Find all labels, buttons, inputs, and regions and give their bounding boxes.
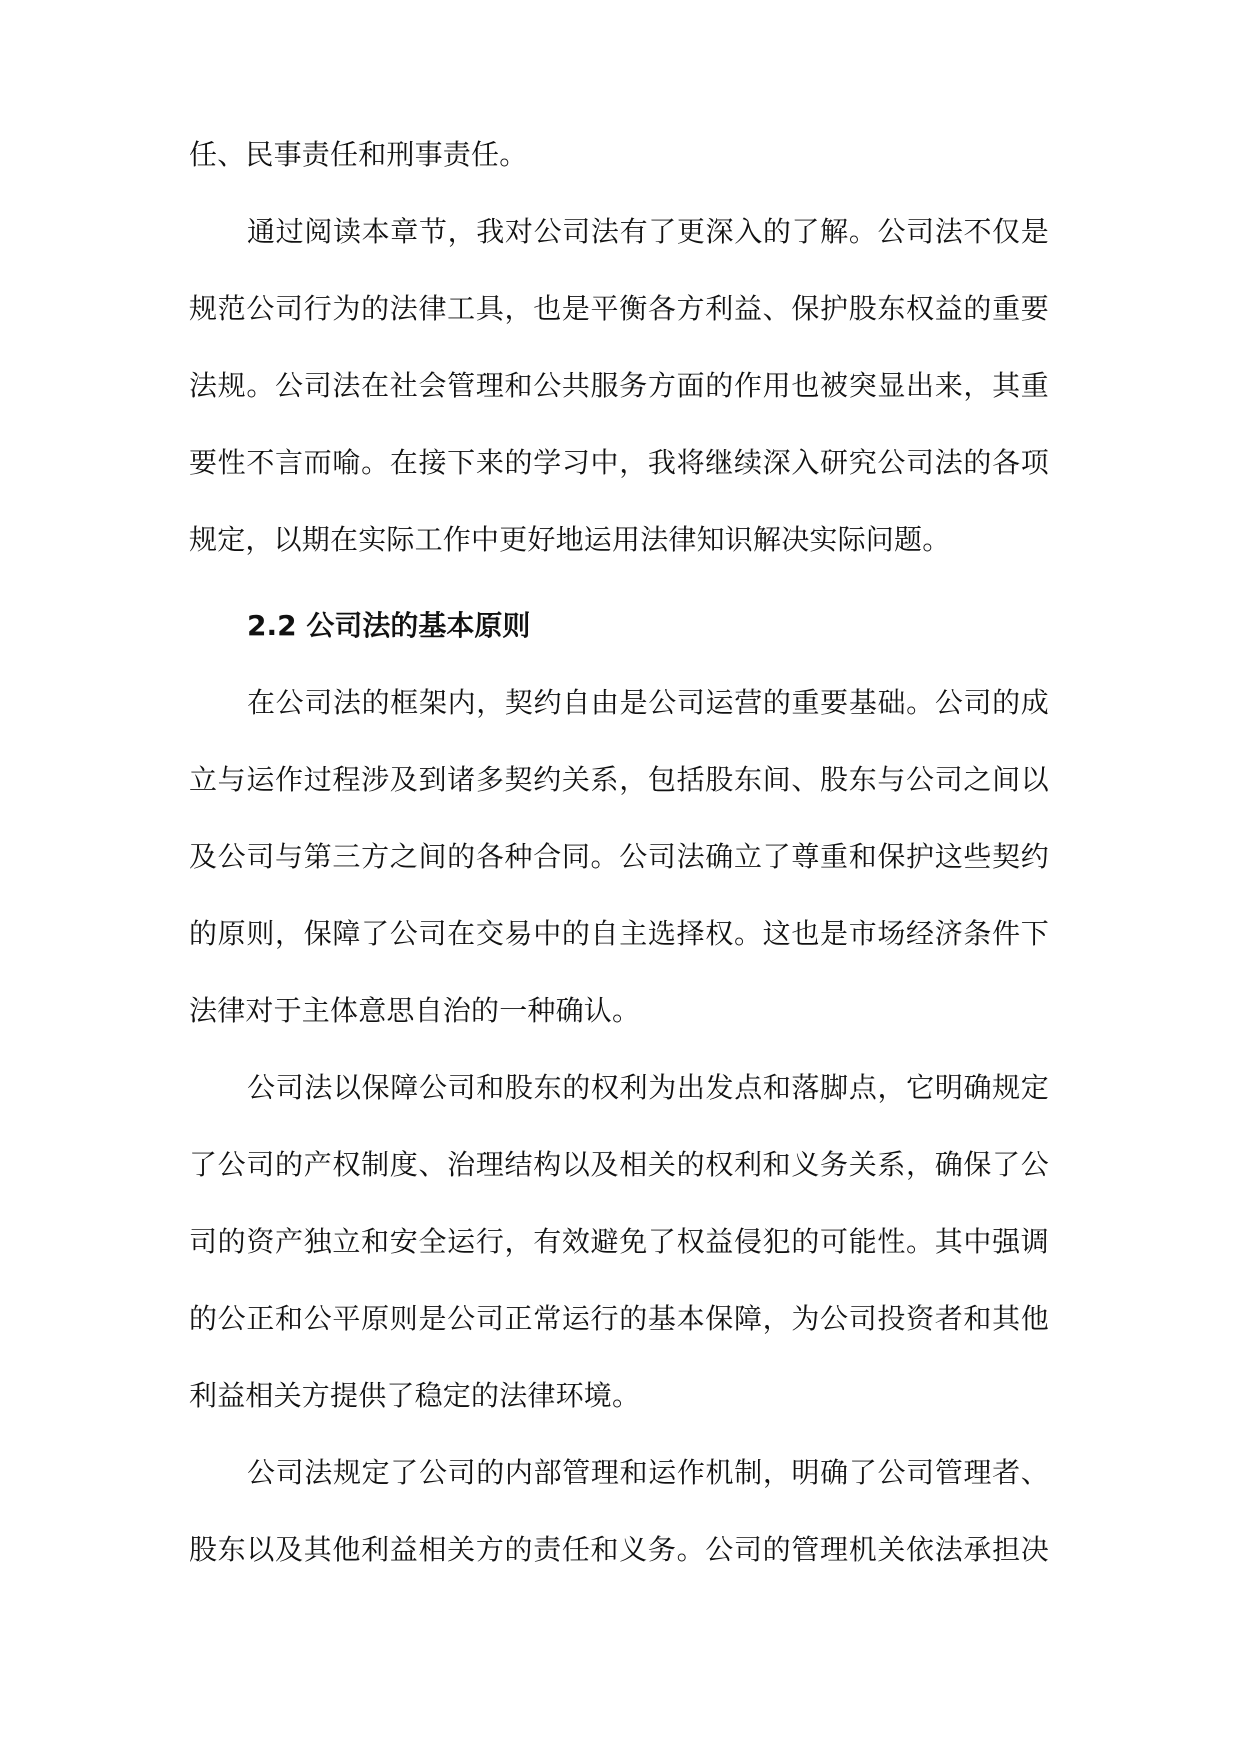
paragraph-line: 规范公司行为的法律工具，也是平衡各方利益、保护股东权益的重要 [189,292,1049,325]
paragraph-line: 立与运作过程涉及到诸多契约关系，包括股东间、股东与公司之间以 [189,763,1049,796]
paragraph-line: 法律对于主体意思自治的一种确认。 [189,994,641,1027]
paragraph-line: 任、民事责任和刑事责任。 [189,138,528,171]
paragraph-line: 股东以及其他利益相关方的责任和义务。公司的管理机关依法承担决 [189,1533,1049,1566]
paragraph-line: 了公司的产权制度、治理结构以及相关的权利和义务关系，确保了公 [189,1148,1049,1181]
paragraph-line: 及公司与第三方之间的各种合同。公司法确立了尊重和保护这些契约 [189,840,1049,873]
paragraph-line: 要性不言而喻。在接下来的学习中，我将继续深入研究公司法的各项 [189,446,1049,479]
paragraph-line: 的原则，保障了公司在交易中的自主选择权。这也是市场经济条件下 [189,917,1049,950]
paragraph-line: 通过阅读本章节，我对公司法有了更深入的了解。公司法不仅是 [247,215,1049,248]
section-heading: 2.2 公司法的基本原则 [247,609,531,642]
paragraph-line: 公司法规定了公司的内部管理和运作机制，明确了公司管理者、 [247,1456,1049,1489]
paragraph-line: 利益相关方提供了稳定的法律环境。 [189,1379,641,1412]
paragraph-line: 法规。公司法在社会管理和公共服务方面的作用也被突显出来，其重 [189,369,1049,402]
paragraph-line: 在公司法的框架内，契约自由是公司运营的重要基础。公司的成 [247,686,1049,719]
paragraph-line: 公司法以保障公司和股东的权利为出发点和落脚点，它明确规定 [247,1071,1049,1104]
paragraph-line: 的公正和公平原则是公司正常运行的基本保障，为公司投资者和其他 [189,1302,1049,1335]
paragraph-line: 司的资产独立和安全运行，有效避免了权益侵犯的可能性。其中强调 [189,1225,1049,1258]
document-body [189,136,1049,1608]
paragraph-line: 规定，以期在实际工作中更好地运用法律知识解决实际问题。 [189,523,951,556]
